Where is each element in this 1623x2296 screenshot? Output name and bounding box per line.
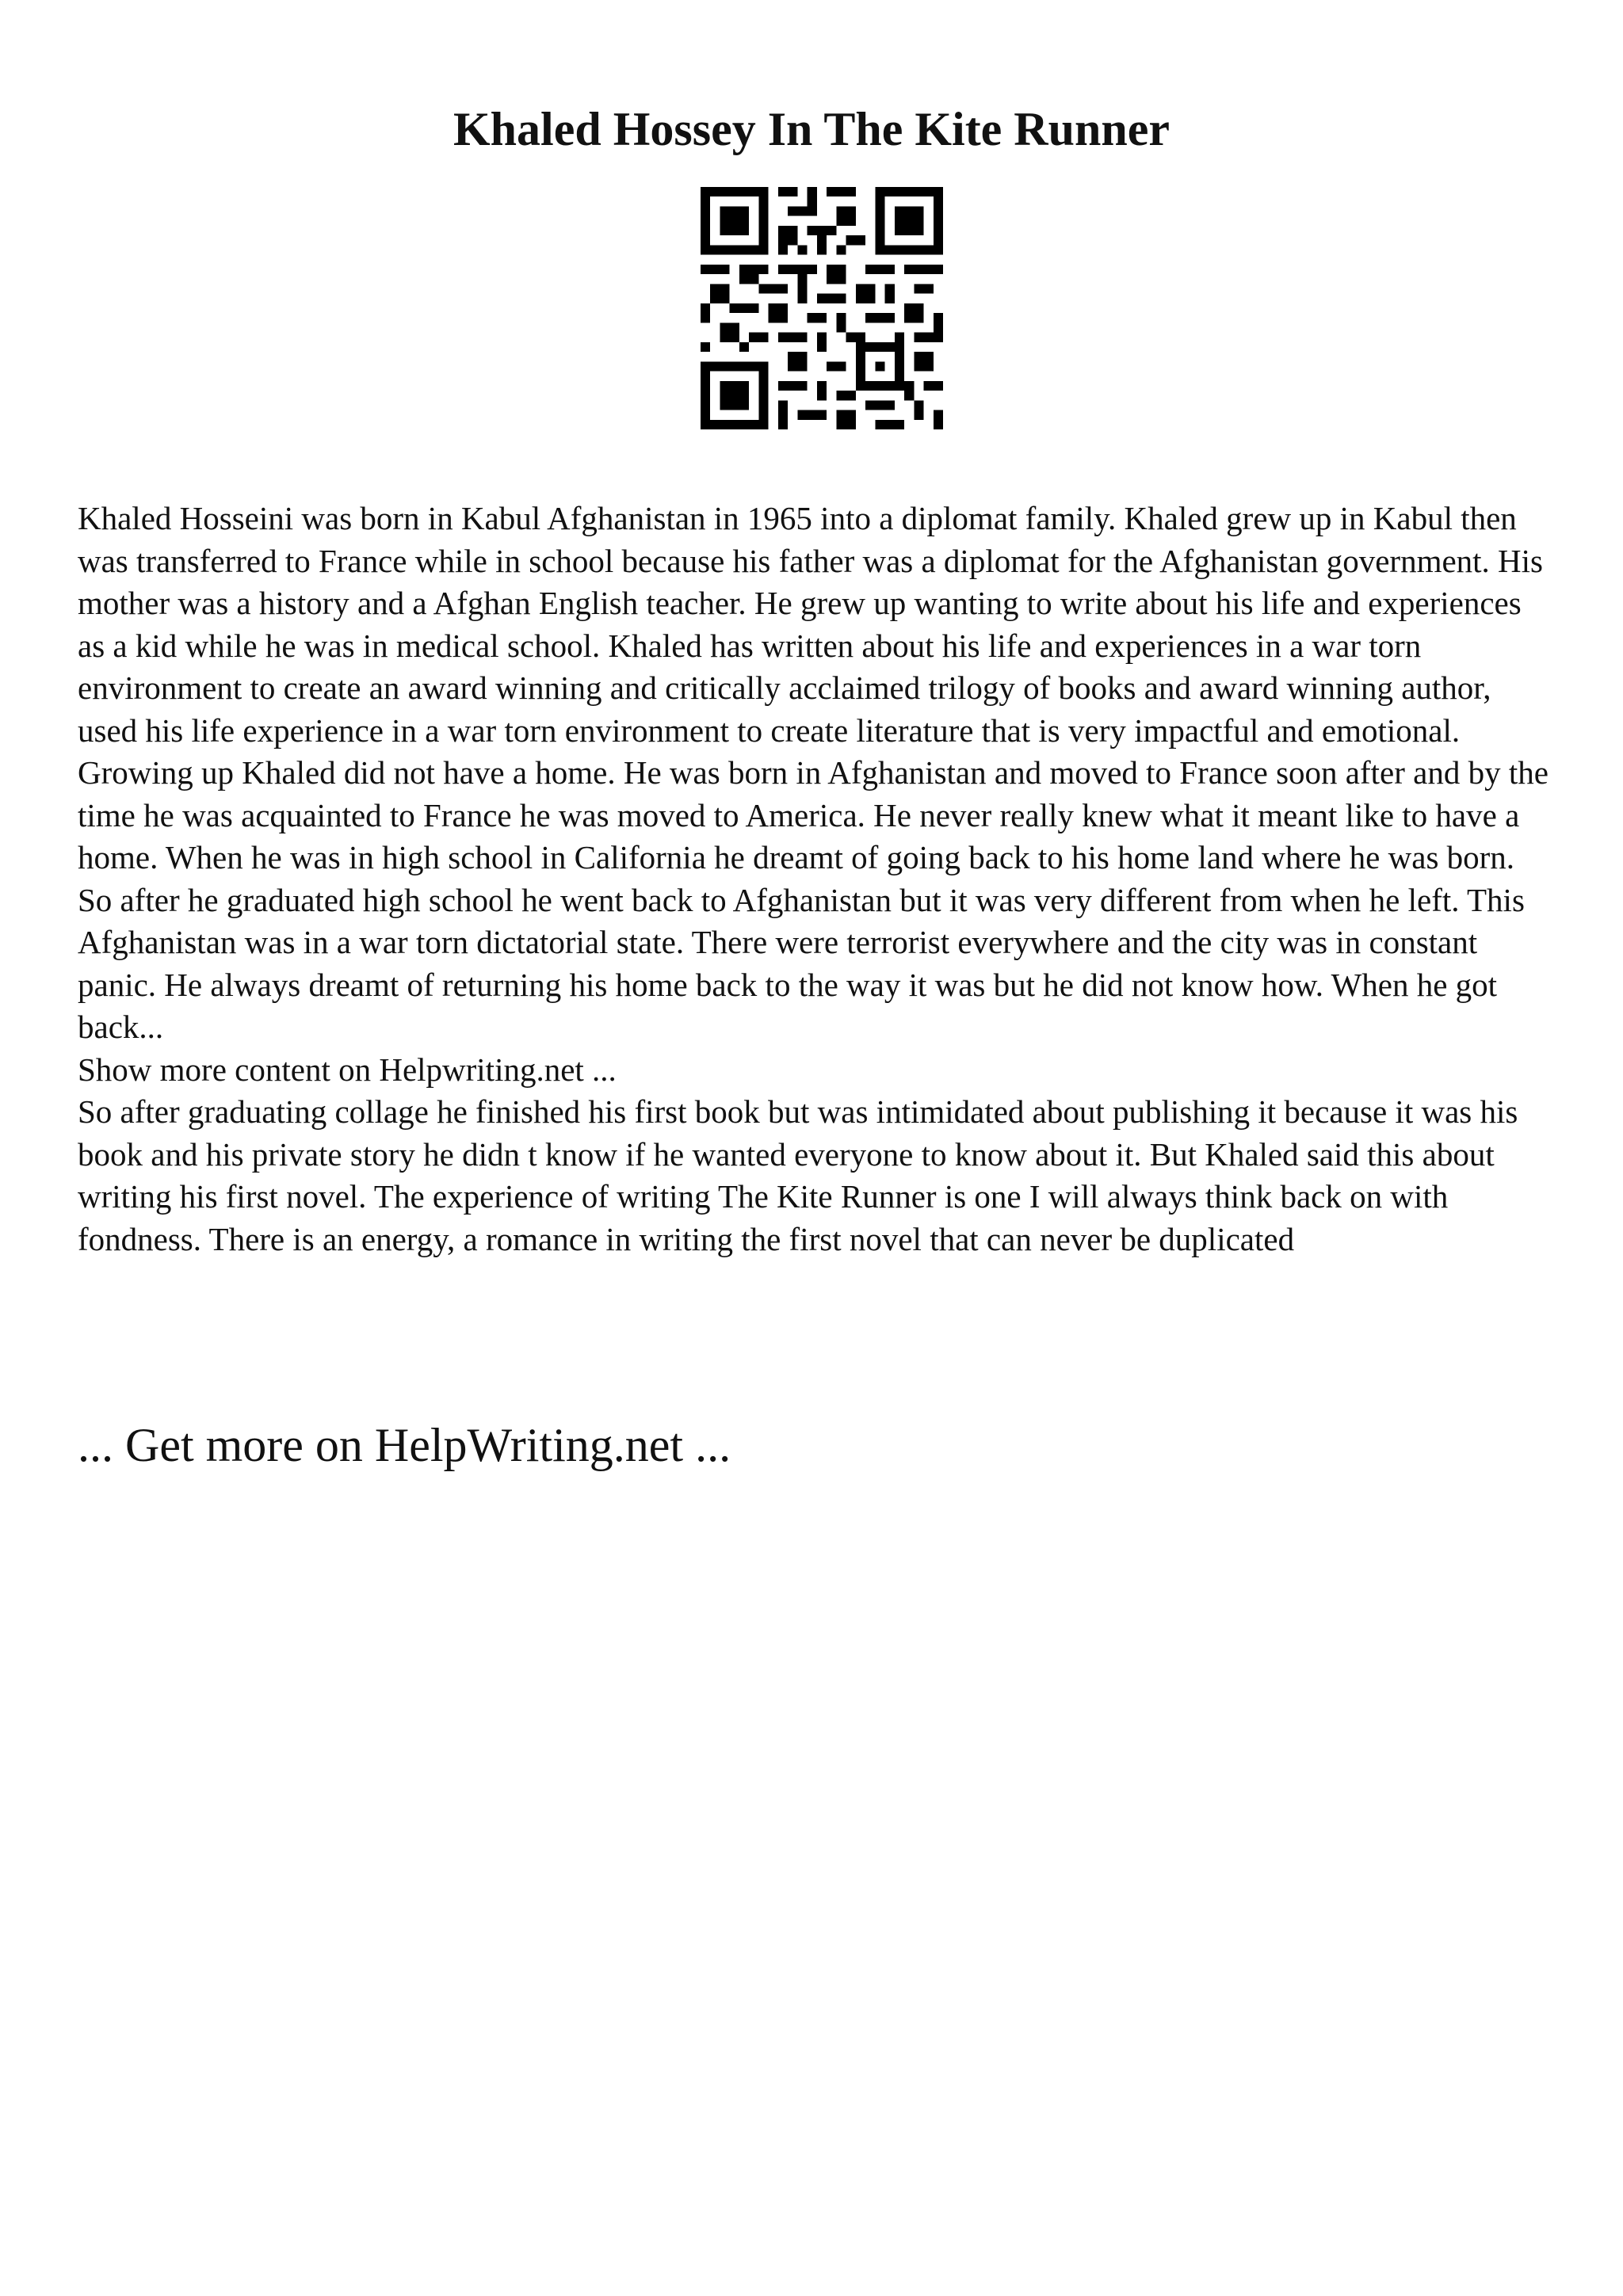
- show-more-line: [78, 1049, 1552, 1092]
- show-more-link[interactable]: Show more content on Helpwriting.net ...: [78, 1051, 617, 1088]
- qr-code-icon: [701, 187, 943, 429]
- get-more-cta: [78, 1413, 1552, 1477]
- document-body: [78, 498, 1552, 1261]
- document-title: Khaled Hossey In The Kite Runner: [453, 103, 1170, 155]
- paragraph-1-text: Khaled Hosseini was born in Kabul Afghanistan in 1965 into a diplomat family. Khaled grew up in Kabul then was transferred to France while in school because his father was a diplomat for the Afghanistan government. His mother was a history and a Afghan English teacher. He grew up wanting to write about his life and experiences as a kid while he was in medical school. Khaled has written about his life and experiences in a war torn environment to create an award winning and critically acclaimed trilogy of books and award winning author, used his life experience in a war torn environment to create literature that is very impactful and emotional. Growing up Khaled did not have a home. He was born in Afghanistan and moved to France soon after and by the time he was acquainted to France he was moved to America. He never really knew what it meant like to have a home. When he was in high school in California he dreamt of going back to his home land where he was born. So after he graduated high school he went back to Afghanistan but it was very different from when he left. This Afghanistan was in a war torn dictatorial state. There were terrorist everywhere and the city was in constant panic. He always dreamt of returning his home back to the way it was but he did not know how. When he got back...: [78, 500, 1549, 1045]
- paragraph-2: [78, 1091, 1552, 1261]
- paragraph-2-text: So after graduating collage he finished his first book but was intimidated about publishing it because it was his book and his private story he didn t know if he wanted everyone to know about it. But Khaled said this about writing his first novel. The experience of writing The Kite Runner is one I will always think back on with fondness. There is an energy, a romance in writing the first novel that can never be duplicated: [78, 1093, 1518, 1257]
- paragraph-1: [78, 498, 1552, 1049]
- qr-code-graphic: [701, 187, 943, 429]
- get-more-link[interactable]: ... Get more on HelpWriting.net ...: [78, 1419, 731, 1471]
